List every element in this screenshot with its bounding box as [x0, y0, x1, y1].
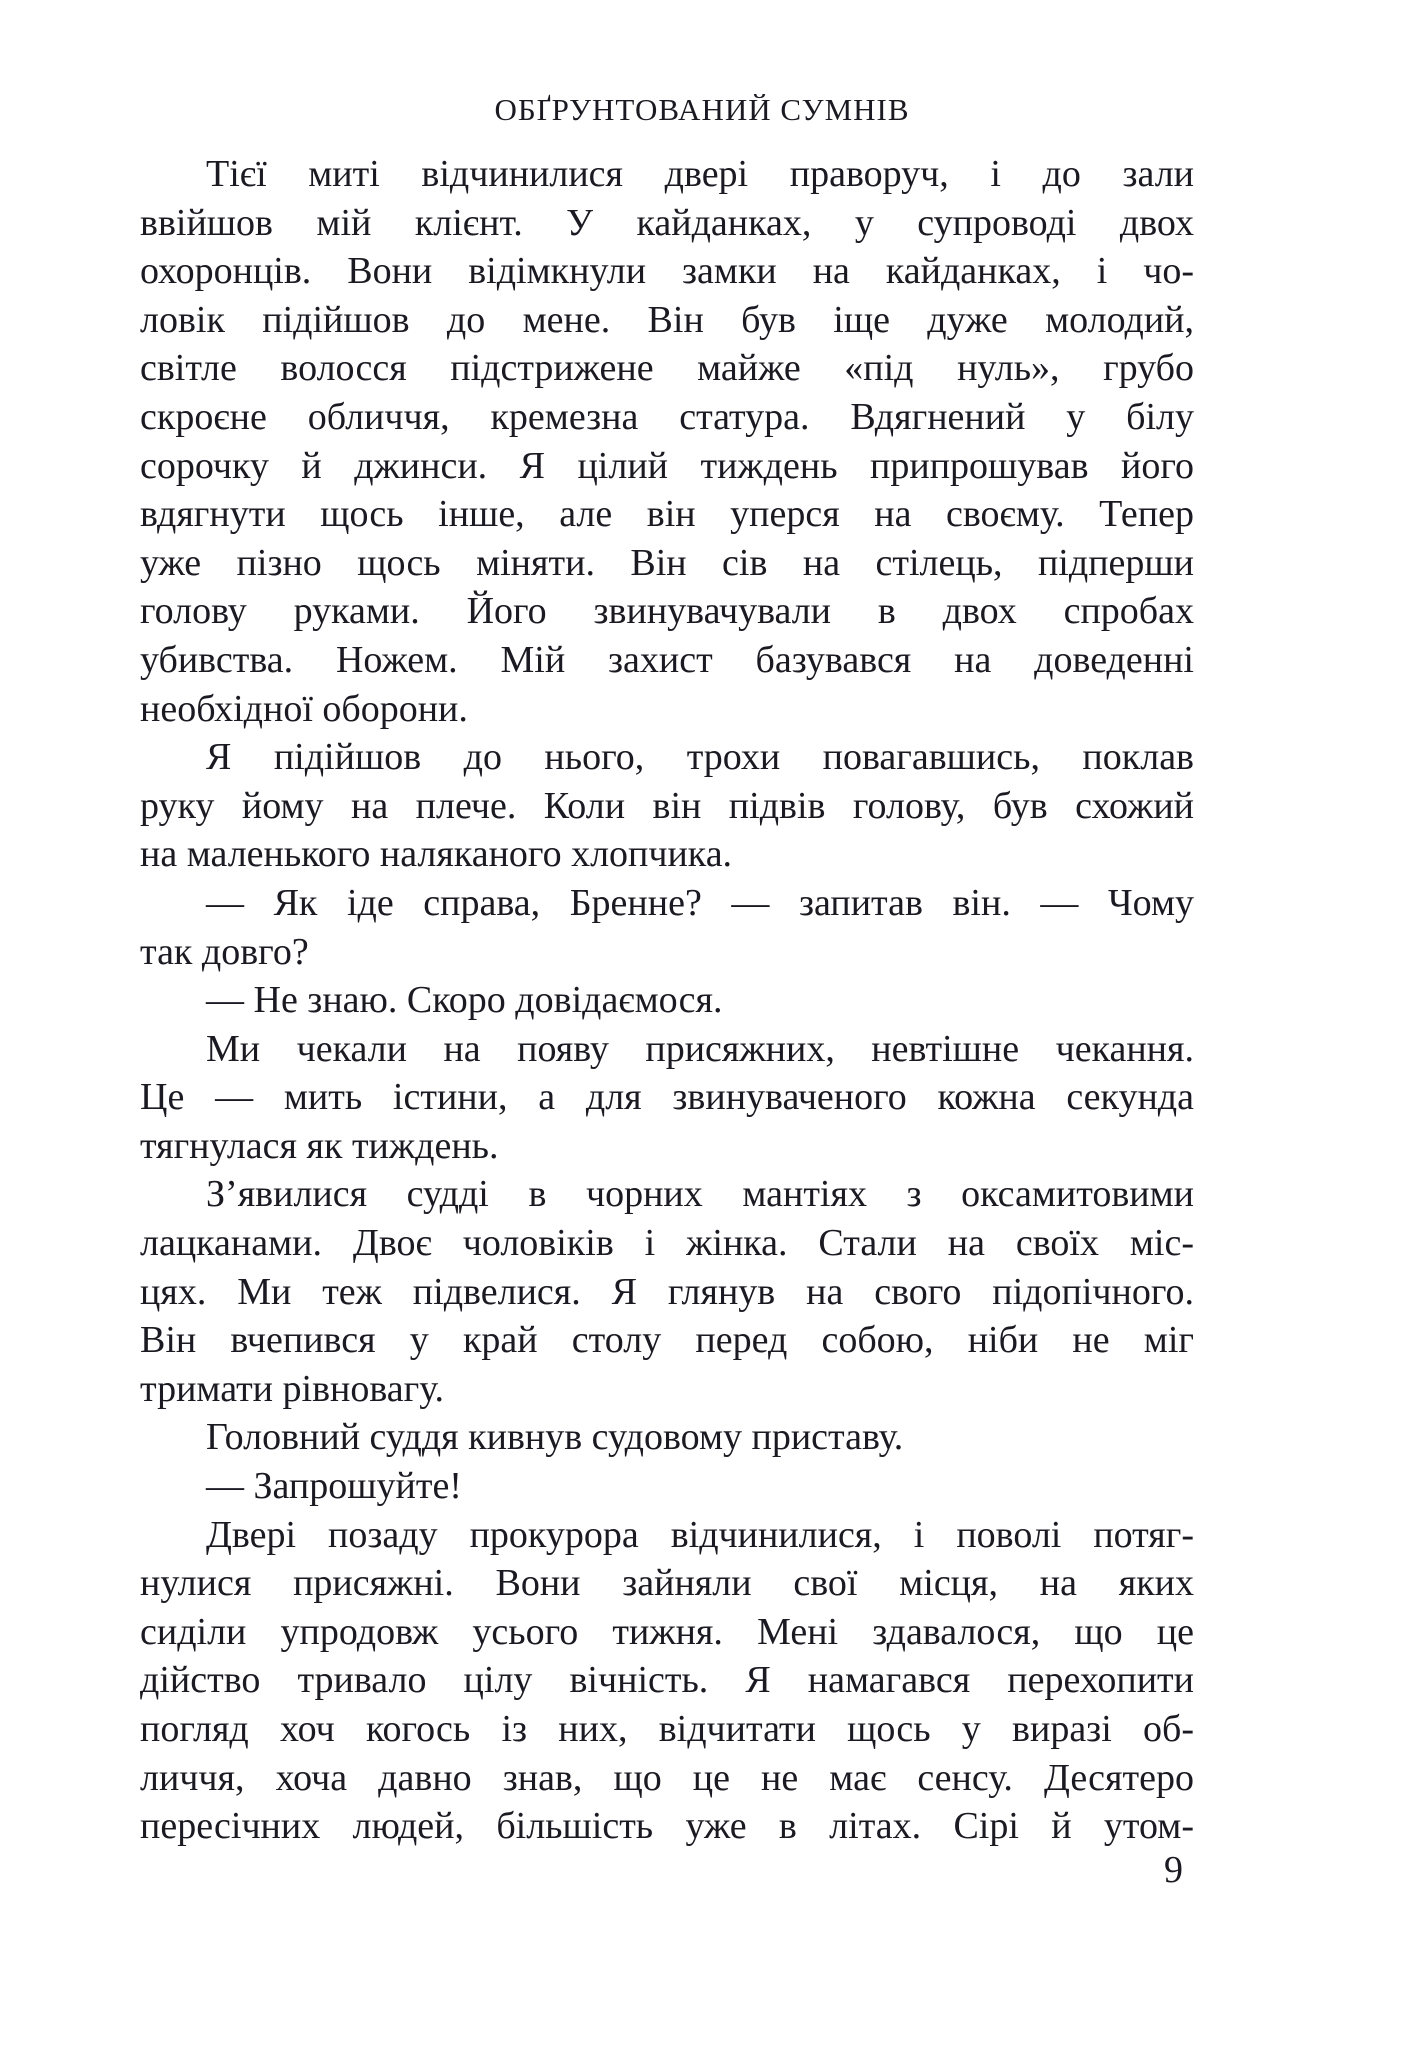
text-line: — Не знаю. Скоро довідаємося.	[206, 979, 723, 1022]
page-body-text	[140, 150, 1194, 1851]
text-line: сорочку й джинси. Я цілий тиждень припрошував його	[140, 444, 1194, 487]
text-line: Ми чекали на появу присяжних, невтішне чекання.	[206, 1027, 1194, 1070]
text-line: світле волосся підстрижене майже «під нуль», грубо	[140, 347, 1194, 390]
text-line: тягнулася як тиждень.	[140, 1124, 499, 1167]
text-line: на маленького наляканого хлопчика.	[140, 833, 733, 876]
text-line: погляд хоч когось із них, відчитати щось у виразі об-	[140, 1708, 1194, 1750]
paragraph	[140, 733, 1194, 879]
text-line: З’явилися судді в чорних мантіях з оксамитовими	[206, 1173, 1194, 1216]
text-line: тримати рівновагу.	[140, 1367, 444, 1410]
text-line: скроєне обличчя, кремезна статура. Вдягнений у білу	[140, 395, 1194, 438]
text-line: вдягнути щось інше, але він уперся на своєму. Тепер	[140, 493, 1194, 536]
paragraph	[140, 1462, 1194, 1511]
text-line: убивства. Ножем. Мій захист базувався на доведенні	[140, 638, 1194, 681]
paragraph	[140, 976, 1194, 1025]
running-header: ОБҐРУНТОВАНИЙ СУМНІВ	[494, 92, 910, 127]
text-line: пересічних людей, більшість уже в літах. Сірі й утом-	[140, 1805, 1194, 1848]
text-line: личчя, хоча давно знав, що це не має сенсу. Десятеро	[140, 1756, 1194, 1799]
text-line: цях. Ми теж підвелися. Я глянув на свого підопічного.	[140, 1270, 1194, 1313]
text-line: сиділи упродовж усього тижня. Мені здавалося, що це	[140, 1610, 1194, 1653]
text-line: уже пізно щось міняти. Він сів на стілець, підперши	[140, 541, 1194, 584]
text-line: руку йому на плече. Коли він підвів голову, був схожий	[140, 784, 1194, 827]
text-line: Головний суддя кивнув судовому приставу.	[206, 1416, 904, 1459]
paragraph	[140, 879, 1194, 976]
paragraph	[140, 1413, 1194, 1462]
text-line: охоронців. Вони відімкнули замки на кайданках, і чо-	[140, 250, 1194, 293]
paragraph	[140, 1511, 1194, 1851]
text-line: так довго?	[140, 930, 309, 973]
paragraph	[140, 150, 1194, 733]
text-line: Це — мить істини, а для звинуваченого кожна секунда	[140, 1076, 1194, 1119]
text-line: лацканами. Двоє чоловіків і жінка. Стали на своїх міс-	[140, 1222, 1194, 1265]
text-line: ловік підійшов до мене. Він був іще дуже молодий,	[140, 298, 1194, 341]
page-number: 9	[1164, 1849, 1183, 1891]
text-line: ввійшов мій клієнт. У кайданках, у супроводі двох	[140, 201, 1194, 244]
text-line: — Запрошуйте!	[206, 1465, 462, 1508]
text-line: — Як іде справа, Бренне? — запитав він. — Чому	[206, 881, 1194, 924]
text-line: голову руками. Його звинувачували в двох спробах	[140, 590, 1194, 633]
paragraph	[140, 1025, 1194, 1171]
text-line: Він вчепився у край столу перед собою, ніби не міг	[140, 1319, 1194, 1362]
text-line: Я підійшов до нього, трохи повагавшись, поклав	[206, 736, 1194, 779]
text-line: Тієї миті відчинилися двері праворуч, і до зали	[206, 153, 1194, 195]
text-line: необхідної оборони.	[140, 687, 468, 730]
text-line: Двері позаду прокурора відчинилися, і поволі потяг-	[206, 1513, 1194, 1556]
paragraph	[140, 1170, 1194, 1413]
text-line: нулися присяжні. Вони зайняли свої місця, на яких	[140, 1562, 1194, 1605]
text-line: дійство тривало цілу вічність. Я намагався перехопити	[140, 1659, 1194, 1702]
